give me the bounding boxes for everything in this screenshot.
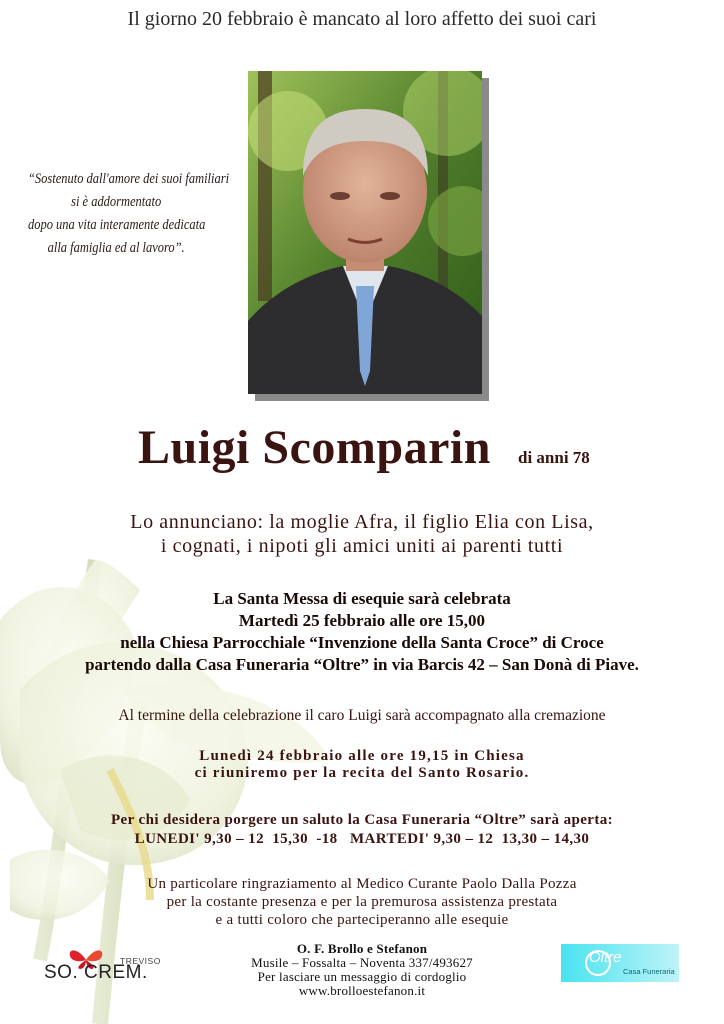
rosary-line: ci riuniremo per la recita del Santo Rosario. — [194, 765, 530, 781]
deceased-age: di anni 78 — [518, 448, 590, 467]
announcement-line: i cognati, i nipoti gli amici uniti ai parenti tutti — [160, 535, 564, 557]
cremation-notice: Al termine della celebrazione il caro Luigi sarà accompagnato alla cremazione — [118, 707, 606, 724]
memorial-quote — [28, 168, 230, 260]
mass-line: nella Chiesa Parrocchiale “Invenzione della Santa Croce” di Croce — [120, 633, 604, 652]
funeral-home-name: O. F. Brollo e Stefanon — [296, 941, 428, 956]
quote-line: alla famiglia ed al lavoro”. — [47, 240, 185, 256]
quote-line: si è addormentato — [71, 194, 162, 210]
thanks-line: Un particolare ringraziamento al Medico Curante Paolo Dalla Pozza — [147, 876, 577, 892]
funeral-home-website[interactable]: www.brolloestefanon.it — [298, 983, 426, 998]
funeral-mass-details — [0, 588, 724, 676]
funeral-home-locations: Musile – Fossalta – Noventa 337/493627 — [251, 955, 473, 970]
announcement-line: Lo annunciano: la moglie Afra, il figlio Elia con Lisa, — [130, 511, 594, 533]
oltre-name: Oltre — [589, 949, 622, 966]
thanks-line: e a tutti coloro che parteciperanno alle esequie — [215, 912, 509, 928]
socrem-city: TREVISO — [120, 956, 161, 966]
mass-line: La Santa Messa di esequie sarà celebrata — [213, 589, 511, 608]
portrait-photo — [248, 71, 482, 394]
mass-line: partendo dalla Casa Funeraria “Oltre” in via Barcis 42 – San Donà di Piave. — [85, 655, 639, 674]
oltre-subtitle: Casa Funeraria — [623, 967, 675, 976]
visiting-hours-line: LUNEDI' 9,30 – 12 15,30 -18 MARTEDI' 9,30 – 12 13,30 – 14,30 — [134, 831, 590, 847]
mass-line: Martedì 25 febbraio alle ore 15,00 — [238, 611, 486, 630]
family-announcement — [0, 510, 724, 558]
visiting-hours — [0, 811, 724, 849]
death-announcement-header: Il giorno 20 febbraio è mancato al loro affetto dei suoi cari — [127, 8, 597, 30]
rosary-line: Lunedì 24 febbraio alle ore 19,15 in Chiesa — [199, 748, 525, 764]
condolence-message-text: Per lasciare un messaggio di cordoglio — [257, 969, 467, 984]
rosary-notice — [0, 748, 724, 782]
thanks-line: per la costante presenza e per la premurosa assistenza prestata — [166, 894, 558, 910]
thanks-note — [0, 875, 724, 929]
oltre-logo — [561, 944, 679, 982]
quote-line: dopo una vita interamente dedicata — [28, 217, 206, 233]
socrem-logo — [44, 946, 174, 988]
quote-line: “Sostenuto dall'amore dei suoi familiari — [28, 171, 230, 187]
socrem-name: SO. CREM. — [44, 962, 148, 983]
deceased-name: Luigi Scomparin — [138, 421, 491, 474]
visiting-hours-line: Per chi desidera porgere un saluto la Casa Funeraria “Oltre” sarà aperta: — [110, 812, 614, 828]
